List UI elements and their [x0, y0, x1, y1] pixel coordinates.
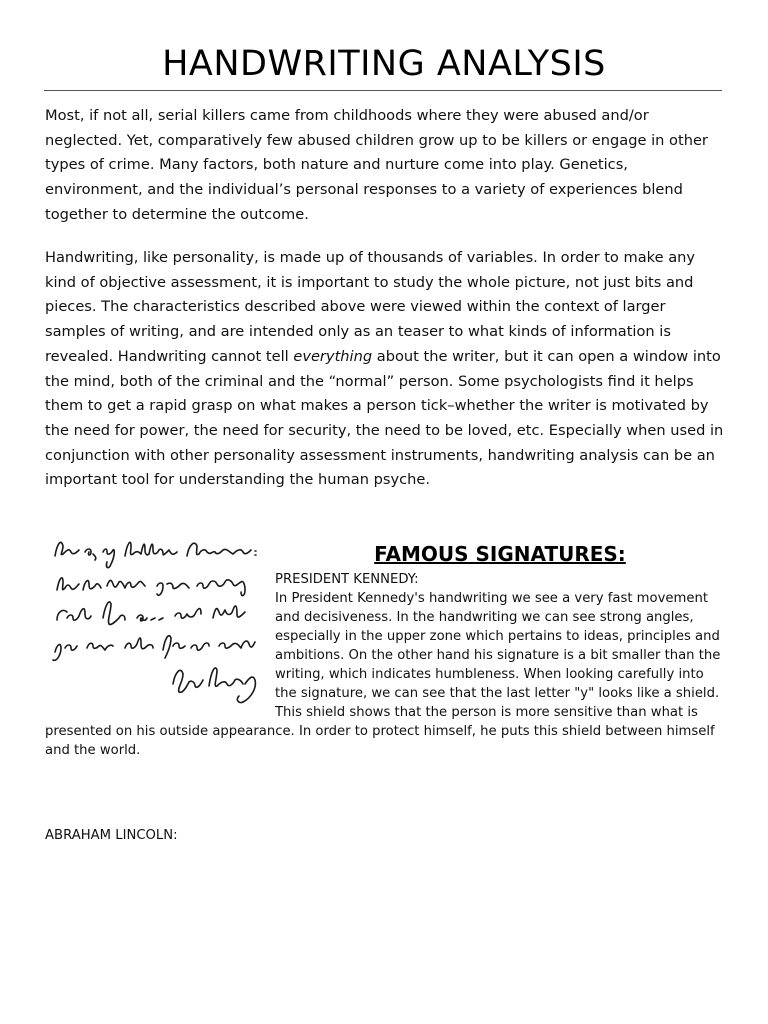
body-paragraph-emphasis: everything: [293, 347, 373, 365]
kennedy-label: PRESIDENT KENNEDY:: [275, 572, 419, 587]
body-paragraph: [45, 246, 725, 493]
title-underline: [44, 90, 722, 91]
page-title: HANDWRITING ANALYSIS: [162, 44, 606, 84]
intro-paragraph: Most, if not all, serial killers came from childhoods where they were abused and/or neglected. Yet, comparatively few abused children grow up to be killers or engage in other types of crime. Many factors, both nature and nurture come into play. Genetics, environment, and the individual’s personal responses to a variety of experiences blend together to determine the outcome.: [45, 107, 708, 223]
body-paragraph-text-1: Handwriting, like personality, is made up of thousands of variables. In order to make any kind of objective assessment, it is important to study the whole picture, not just bits and pieces. The characteristics described above were viewed within the context of larger samples of writing, and are intended only as an teaser to what kinds of information is revealed. Handwriting cannot tell: [45, 249, 696, 365]
lincoln-label: ABRAHAM LINCOLN:: [45, 828, 178, 843]
body-paragraph-text-2: about the writer, but it can open a window into the mind, both of the criminal and the “normal” person. Some psychologists find it helps them to get a rapid grasp on what makes a person tick–whether the writer is motivated by the need for power, the need for security, the need to be loved, etc. Especially when used in conjunction with other personality assessment instruments, handwriting analysis can be an important tool for understanding the human psyche.: [45, 347, 724, 489]
kennedy-analysis-text: In President Kennedy's handwriting we see a very fast movement and decisiveness. In the handwriting we can see strong angles, especially in the upper zone which pertains to ideas, principles and ambitions. On the other hand his signature is a bit smaller than the writing, which indicates humbleness. When looking carefully into the signature, we can see that the last letter "y" looks like a shield. This shield shows that the person is more sensitive than what is presented on his outside appearance. In order to protect himself, he puts this shield between himself and the world.: [45, 591, 721, 758]
kennedy-handwriting-image: [45, 534, 267, 709]
kennedy-handwriting-sample: [45, 534, 267, 709]
famous-signatures-section: [45, 534, 725, 760]
famous-signatures-heading: FAMOUS SIGNATURES:: [374, 542, 626, 566]
